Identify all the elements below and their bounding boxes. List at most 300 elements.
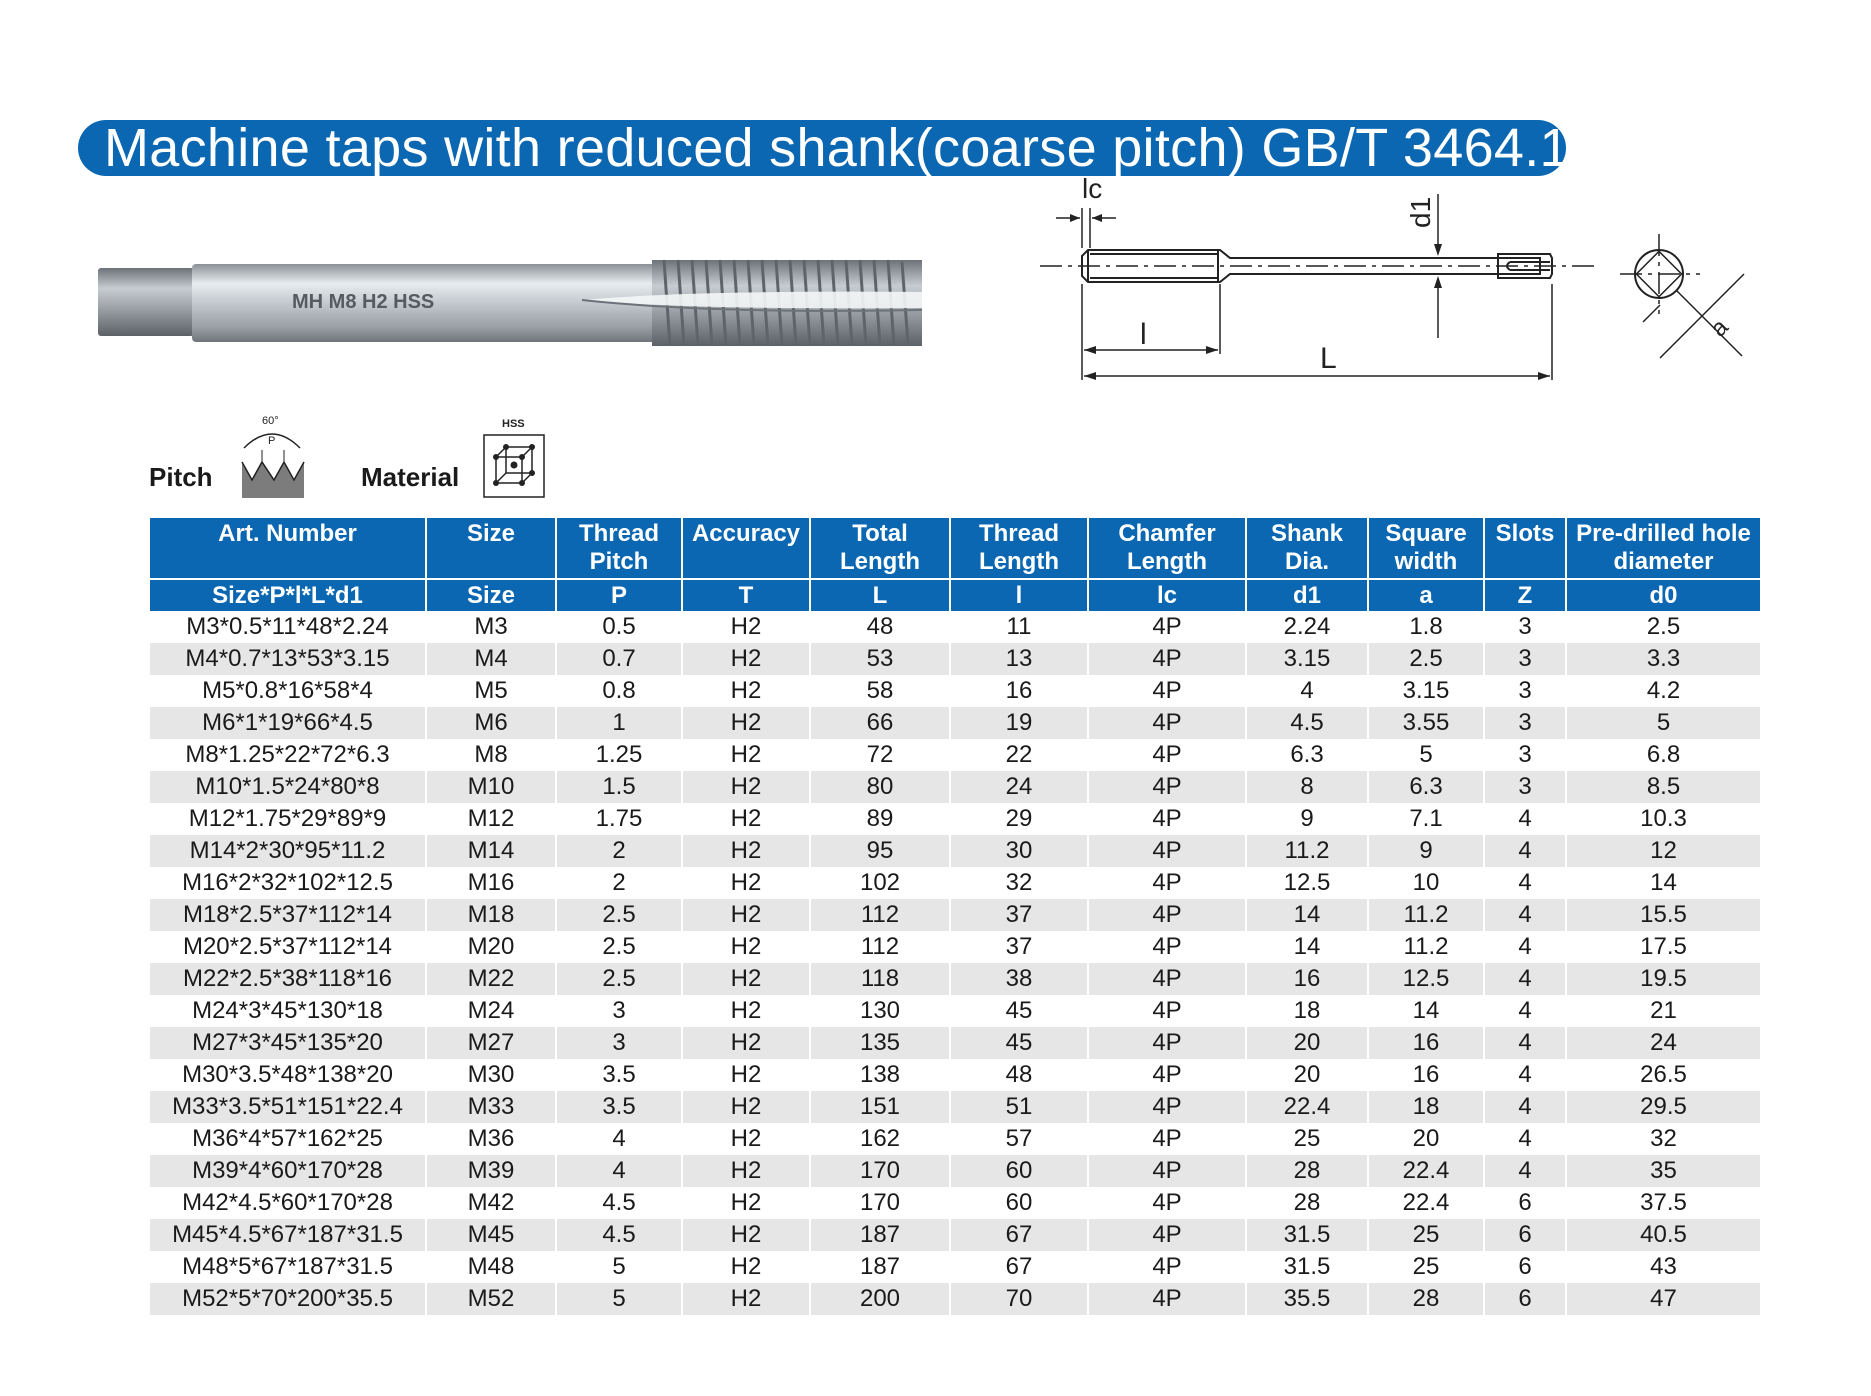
table-cell: 35 (1566, 1155, 1760, 1187)
table-cell: H2 (682, 643, 810, 675)
table-cell: M24*3*45*130*18 (150, 995, 426, 1027)
table-cell: 151 (810, 1091, 950, 1123)
table-cell: 4P (1088, 1187, 1246, 1219)
table-cell: 4P (1088, 931, 1246, 963)
table-row (150, 867, 1760, 899)
table-cell: 4 (1484, 963, 1566, 995)
table-cell: 4 (1484, 1123, 1566, 1155)
table-cell: M6 (426, 707, 556, 739)
table-cell: 1.25 (556, 739, 682, 771)
table-cell: 20 (1246, 1027, 1368, 1059)
table-cell: 4P (1088, 1283, 1246, 1315)
col-square-width: Square width (1368, 518, 1484, 579)
table-cell: 4 (1484, 867, 1566, 899)
table-cell: 4P (1088, 1059, 1246, 1091)
table-cell: 4 (1484, 995, 1566, 1027)
table-cell: H2 (682, 611, 810, 643)
table-cell: 24 (1566, 1027, 1760, 1059)
technical-drawing (1040, 168, 1780, 398)
table-cell: 45 (950, 995, 1088, 1027)
table-cell: 4P (1088, 739, 1246, 771)
col-total-length: Total Length (810, 518, 950, 579)
table-cell: H2 (682, 1027, 810, 1059)
table-cell: 10 (1368, 867, 1484, 899)
table-cell: 2.5 (1566, 611, 1760, 643)
table-cell: 7.1 (1368, 803, 1484, 835)
table-cell: 20 (1246, 1059, 1368, 1091)
table-cell: 170 (810, 1187, 950, 1219)
table-cell: 16 (1246, 963, 1368, 995)
table-row (150, 1027, 1760, 1059)
table-cell: 5 (556, 1251, 682, 1283)
table-cell: H2 (682, 963, 810, 995)
table-cell: 4 (556, 1123, 682, 1155)
table-cell: 28 (1246, 1187, 1368, 1219)
table-cell: 1.8 (1368, 611, 1484, 643)
table-cell: 4P (1088, 995, 1246, 1027)
table-cell: 3 (1484, 771, 1566, 803)
table-cell: 4P (1088, 1027, 1246, 1059)
table-cell: 32 (1566, 1123, 1760, 1155)
table-cell: M22*2.5*38*118*16 (150, 963, 426, 995)
table-cell: 3 (1484, 611, 1566, 643)
table-cell: 24 (950, 771, 1088, 803)
table-cell: M42 (426, 1187, 556, 1219)
table-row (150, 739, 1760, 771)
table-cell: 2.5 (1368, 643, 1484, 675)
table-cell: 70 (950, 1283, 1088, 1315)
table-cell: 200 (810, 1283, 950, 1315)
sym-art-number: Size*P*l*L*d1 (150, 579, 426, 611)
table-cell: 4 (1484, 1059, 1566, 1091)
table-cell: 1 (556, 707, 682, 739)
table-cell: 22.4 (1368, 1155, 1484, 1187)
col-accuracy: Accuracy (682, 518, 810, 579)
table-cell: H2 (682, 739, 810, 771)
table-row (150, 803, 1760, 835)
table-cell: 21 (1566, 995, 1760, 1027)
dim-l: l (1140, 318, 1147, 351)
table-cell: 37.5 (1566, 1187, 1760, 1219)
table-cell: 4P (1088, 1251, 1246, 1283)
table-cell: 3.15 (1246, 643, 1368, 675)
table-cell: 1.75 (556, 803, 682, 835)
table-cell: 4P (1088, 1091, 1246, 1123)
table-cell: 6.8 (1566, 739, 1760, 771)
table-cell: M14 (426, 835, 556, 867)
table-cell: 37 (950, 899, 1088, 931)
table-cell: 2.5 (556, 931, 682, 963)
table-cell: 53 (810, 643, 950, 675)
table-body (150, 611, 1760, 1315)
table-cell: 4 (1484, 899, 1566, 931)
table-cell: M4 (426, 643, 556, 675)
table-cell: H2 (682, 931, 810, 963)
table-cell: H2 (682, 835, 810, 867)
table-cell: M45*4.5*67*187*31.5 (150, 1219, 426, 1251)
table-cell: 16 (1368, 1027, 1484, 1059)
table-cell: 11.2 (1368, 931, 1484, 963)
table-cell: M24 (426, 995, 556, 1027)
table-cell: 58 (810, 675, 950, 707)
table-cell: 4 (1484, 1027, 1566, 1059)
table-row (150, 1091, 1760, 1123)
table-cell: 14 (1566, 867, 1760, 899)
table-cell: 16 (950, 675, 1088, 707)
table-cell: 29.5 (1566, 1091, 1760, 1123)
table-cell: 37 (950, 931, 1088, 963)
table-cell: 4P (1088, 899, 1246, 931)
table-cell: 170 (810, 1155, 950, 1187)
tap-product-photo (92, 250, 932, 360)
table-cell: H2 (682, 867, 810, 899)
table-cell: 3 (556, 995, 682, 1027)
header-row-symbols (150, 579, 1760, 611)
table-cell: 80 (810, 771, 950, 803)
table-cell: M3 (426, 611, 556, 643)
table-cell: 22 (950, 739, 1088, 771)
sym-d1: d1 (1246, 579, 1368, 611)
table-cell: 6 (1484, 1219, 1566, 1251)
hss-material-icon (478, 415, 550, 501)
table-cell: H2 (682, 1091, 810, 1123)
table-cell: 3.5 (556, 1059, 682, 1091)
table-cell: 4P (1088, 963, 1246, 995)
table-cell: 48 (950, 1059, 1088, 1091)
table-cell: 2.5 (556, 963, 682, 995)
table-cell: 19 (950, 707, 1088, 739)
table-cell: H2 (682, 771, 810, 803)
table-cell: 38 (950, 963, 1088, 995)
table-cell: 4P (1088, 611, 1246, 643)
table-cell: 4P (1088, 803, 1246, 835)
table-cell: 5 (556, 1283, 682, 1315)
table-cell: 43 (1566, 1251, 1760, 1283)
table-cell: 3 (1484, 675, 1566, 707)
table-cell: 4 (1484, 1091, 1566, 1123)
table-cell: 162 (810, 1123, 950, 1155)
table-cell: M18 (426, 899, 556, 931)
thread-pitch-icon (232, 412, 312, 502)
sym-z: Z (1484, 579, 1566, 611)
table-cell: 3.3 (1566, 643, 1760, 675)
table-cell: H2 (682, 707, 810, 739)
header-row-names (150, 518, 1760, 579)
table-cell: 66 (810, 707, 950, 739)
table-cell: 4 (1484, 1155, 1566, 1187)
table-cell: M39 (426, 1155, 556, 1187)
table-cell: 32 (950, 867, 1088, 899)
table-cell: 18 (1246, 995, 1368, 1027)
svg-text:P: P (268, 435, 276, 447)
table-cell: 12.5 (1368, 963, 1484, 995)
table-cell: 26.5 (1566, 1059, 1760, 1091)
table-cell: 4 (1484, 835, 1566, 867)
table-cell: 28 (1368, 1283, 1484, 1315)
table-cell: 2 (556, 867, 682, 899)
table-cell: M16 (426, 867, 556, 899)
dim-d1: d1 (1405, 196, 1436, 228)
table-cell: H2 (682, 1155, 810, 1187)
table-cell: M27*3*45*135*20 (150, 1027, 426, 1059)
table-cell: H2 (682, 1251, 810, 1283)
table-cell: 4P (1088, 1155, 1246, 1187)
table-cell: 51 (950, 1091, 1088, 1123)
table-cell: 31.5 (1246, 1251, 1368, 1283)
table-cell: 0.7 (556, 643, 682, 675)
table-cell: 1.5 (556, 771, 682, 803)
col-art-number: Art. Number (150, 518, 426, 579)
table-cell: 11 (950, 611, 1088, 643)
svg-text:HSS: HSS (502, 418, 525, 430)
table-cell: M52 (426, 1283, 556, 1315)
table-cell: 118 (810, 963, 950, 995)
table-cell: 2.5 (556, 899, 682, 931)
table-cell: 135 (810, 1027, 950, 1059)
table-cell: 20 (1368, 1123, 1484, 1155)
col-shank-dia: Shank Dia. (1246, 518, 1368, 579)
table-cell: 18 (1368, 1091, 1484, 1123)
table-cell: 13 (950, 643, 1088, 675)
table-row (150, 963, 1760, 995)
table-cell: 4P (1088, 1123, 1246, 1155)
material-label: Material (361, 462, 460, 492)
table-cell: 4P (1088, 707, 1246, 739)
table-cell: H2 (682, 803, 810, 835)
table-cell: M4*0.7*13*53*3.15 (150, 643, 426, 675)
sym-t: T (682, 579, 810, 611)
table-cell: M10*1.5*24*80*8 (150, 771, 426, 803)
table-cell: M48*5*67*187*31.5 (150, 1251, 426, 1283)
table-cell: 12.5 (1246, 867, 1368, 899)
table-cell: 14 (1246, 899, 1368, 931)
table-row (150, 1219, 1760, 1251)
table-cell: 35.5 (1246, 1283, 1368, 1315)
table-row (150, 611, 1760, 643)
table-cell: 8 (1246, 771, 1368, 803)
table-cell: M12 (426, 803, 556, 835)
table-cell: 48 (810, 611, 950, 643)
tap-engraving: MH M8 H2 HSS (292, 291, 435, 313)
table-cell: 138 (810, 1059, 950, 1091)
table-cell: H2 (682, 995, 810, 1027)
table-cell: M33 (426, 1091, 556, 1123)
table-cell: H2 (682, 1283, 810, 1315)
table-cell: 3.15 (1368, 675, 1484, 707)
table-cell: 31.5 (1246, 1219, 1368, 1251)
table-row (150, 835, 1760, 867)
table-cell: 2 (556, 835, 682, 867)
table-cell: H2 (682, 1123, 810, 1155)
spec-table (150, 518, 1760, 1315)
table-cell: 16 (1368, 1059, 1484, 1091)
table-cell: M16*2*32*102*12.5 (150, 867, 426, 899)
table-cell: M10 (426, 771, 556, 803)
table-cell: 5 (1368, 739, 1484, 771)
table-row (150, 1123, 1760, 1155)
table-cell: 72 (810, 739, 950, 771)
table-cell: 95 (810, 835, 950, 867)
table-cell: H2 (682, 1219, 810, 1251)
table-cell: 6.3 (1368, 771, 1484, 803)
svg-text:60°: 60° (262, 415, 279, 427)
table-cell: M45 (426, 1219, 556, 1251)
table-row (150, 675, 1760, 707)
table-cell: 67 (950, 1219, 1088, 1251)
table-cell: 4 (1246, 675, 1368, 707)
col-size: Size (426, 518, 556, 579)
table-cell: 45 (950, 1027, 1088, 1059)
table-cell: 187 (810, 1219, 950, 1251)
table-cell: 67 (950, 1251, 1088, 1283)
table-cell: 12 (1566, 835, 1760, 867)
table-row (150, 931, 1760, 963)
col-chamfer-length: Chamfer Length (1088, 518, 1246, 579)
table-cell: 3.5 (556, 1091, 682, 1123)
table-cell: 4.5 (1246, 707, 1368, 739)
table-cell: M18*2.5*37*112*14 (150, 899, 426, 931)
table-cell: 3 (1484, 643, 1566, 675)
dim-a: a (1705, 313, 1734, 343)
table-cell: 3 (556, 1027, 682, 1059)
table-cell: 25 (1246, 1123, 1368, 1155)
col-thread-pitch: Thread Pitch (556, 518, 682, 579)
table-cell: 40.5 (1566, 1219, 1760, 1251)
table-cell: M5*0.8*16*58*4 (150, 675, 426, 707)
table-cell: 9 (1246, 803, 1368, 835)
table-cell: 112 (810, 899, 950, 931)
table-cell: 14 (1246, 931, 1368, 963)
table-cell: 25 (1368, 1251, 1484, 1283)
table-cell: H2 (682, 675, 810, 707)
sym-lc: lc (1088, 579, 1246, 611)
table-cell: H2 (682, 1187, 810, 1219)
table-cell: 3 (1484, 707, 1566, 739)
table-cell: 5 (1566, 707, 1760, 739)
table-cell: M8 (426, 739, 556, 771)
table-cell: 89 (810, 803, 950, 835)
table-cell: M27 (426, 1027, 556, 1059)
table-cell: M3*0.5*11*48*2.24 (150, 611, 426, 643)
table-cell: 14 (1368, 995, 1484, 1027)
table-cell: 4P (1088, 675, 1246, 707)
table-cell: M12*1.75*29*89*9 (150, 803, 426, 835)
table-cell: 22.4 (1246, 1091, 1368, 1123)
table-cell: 4.2 (1566, 675, 1760, 707)
table-cell: 112 (810, 931, 950, 963)
table-cell: 9 (1368, 835, 1484, 867)
table-cell: M14*2*30*95*11.2 (150, 835, 426, 867)
table-row (150, 1251, 1760, 1283)
pitch-label: Pitch (149, 462, 213, 492)
table-cell: 11.2 (1246, 835, 1368, 867)
table-cell: 3.55 (1368, 707, 1484, 739)
table-cell: 11.2 (1368, 899, 1484, 931)
table-row (150, 1187, 1760, 1219)
table-row (150, 771, 1760, 803)
table-cell: 4 (556, 1155, 682, 1187)
table-cell: M36 (426, 1123, 556, 1155)
sym-p: P (556, 579, 682, 611)
table-row (150, 707, 1760, 739)
table-cell: 29 (950, 803, 1088, 835)
table-cell: 0.8 (556, 675, 682, 707)
table-row (150, 1059, 1760, 1091)
table-cell: 6 (1484, 1187, 1566, 1219)
table-cell: M22 (426, 963, 556, 995)
table-cell: 0.5 (556, 611, 682, 643)
table-cell: M39*4*60*170*28 (150, 1155, 426, 1187)
table-cell: 19.5 (1566, 963, 1760, 995)
dim-L: L (1320, 342, 1337, 375)
sym-a: a (1368, 579, 1484, 611)
table-cell: 4.5 (556, 1219, 682, 1251)
col-slots: Slots (1484, 518, 1566, 579)
table-cell: 4 (1484, 803, 1566, 835)
table-cell: 4P (1088, 643, 1246, 675)
table-cell: 2.24 (1246, 611, 1368, 643)
sym-thread-l: l (950, 579, 1088, 611)
table-cell: M36*4*57*162*25 (150, 1123, 426, 1155)
table-cell: 4.5 (556, 1187, 682, 1219)
table-cell: 57 (950, 1123, 1088, 1155)
table-row (150, 899, 1760, 931)
table-cell: M30 (426, 1059, 556, 1091)
table-cell: M20*2.5*37*112*14 (150, 931, 426, 963)
table-cell: 25 (1368, 1219, 1484, 1251)
table-cell: H2 (682, 899, 810, 931)
table-row (150, 995, 1760, 1027)
table-cell: M33*3.5*51*151*22.4 (150, 1091, 426, 1123)
col-predrilled-hole: Pre-drilled hole diameter (1566, 518, 1760, 579)
table-cell: 4 (1484, 931, 1566, 963)
table-row (150, 1155, 1760, 1187)
table-cell: M52*5*70*200*35.5 (150, 1283, 426, 1315)
sym-d0: d0 (1566, 579, 1760, 611)
table-cell: 60 (950, 1187, 1088, 1219)
table-cell: M5 (426, 675, 556, 707)
table-cell: H2 (682, 1059, 810, 1091)
table-cell: 10.3 (1566, 803, 1760, 835)
table-cell: 3 (1484, 739, 1566, 771)
table-cell: M8*1.25*22*72*6.3 (150, 739, 426, 771)
table-cell: 15.5 (1566, 899, 1760, 931)
table-cell: 30 (950, 835, 1088, 867)
table-cell: 17.5 (1566, 931, 1760, 963)
table-cell: M48 (426, 1251, 556, 1283)
page-title: Machine taps with reduced shank(coarse pitch) GB/T 3464.1 (104, 118, 1570, 178)
table-cell: 6.3 (1246, 739, 1368, 771)
table-row (150, 643, 1760, 675)
table-cell: 6 (1484, 1251, 1566, 1283)
table-cell: 8.5 (1566, 771, 1760, 803)
table-cell: 4P (1088, 867, 1246, 899)
dim-lc: lc (1082, 173, 1103, 204)
sym-size: Size (426, 579, 556, 611)
table-cell: 130 (810, 995, 950, 1027)
table-row (150, 1283, 1760, 1315)
table-cell: M6*1*19*66*4.5 (150, 707, 426, 739)
table-cell: 187 (810, 1251, 950, 1283)
table-cell: M42*4.5*60*170*28 (150, 1187, 426, 1219)
table-cell: 102 (810, 867, 950, 899)
table-cell: 22.4 (1368, 1187, 1484, 1219)
table-cell: 4P (1088, 835, 1246, 867)
table-cell: 6 (1484, 1283, 1566, 1315)
col-thread-length: Thread Length (950, 518, 1088, 579)
table-cell: M20 (426, 931, 556, 963)
sym-total-l: L (810, 579, 950, 611)
